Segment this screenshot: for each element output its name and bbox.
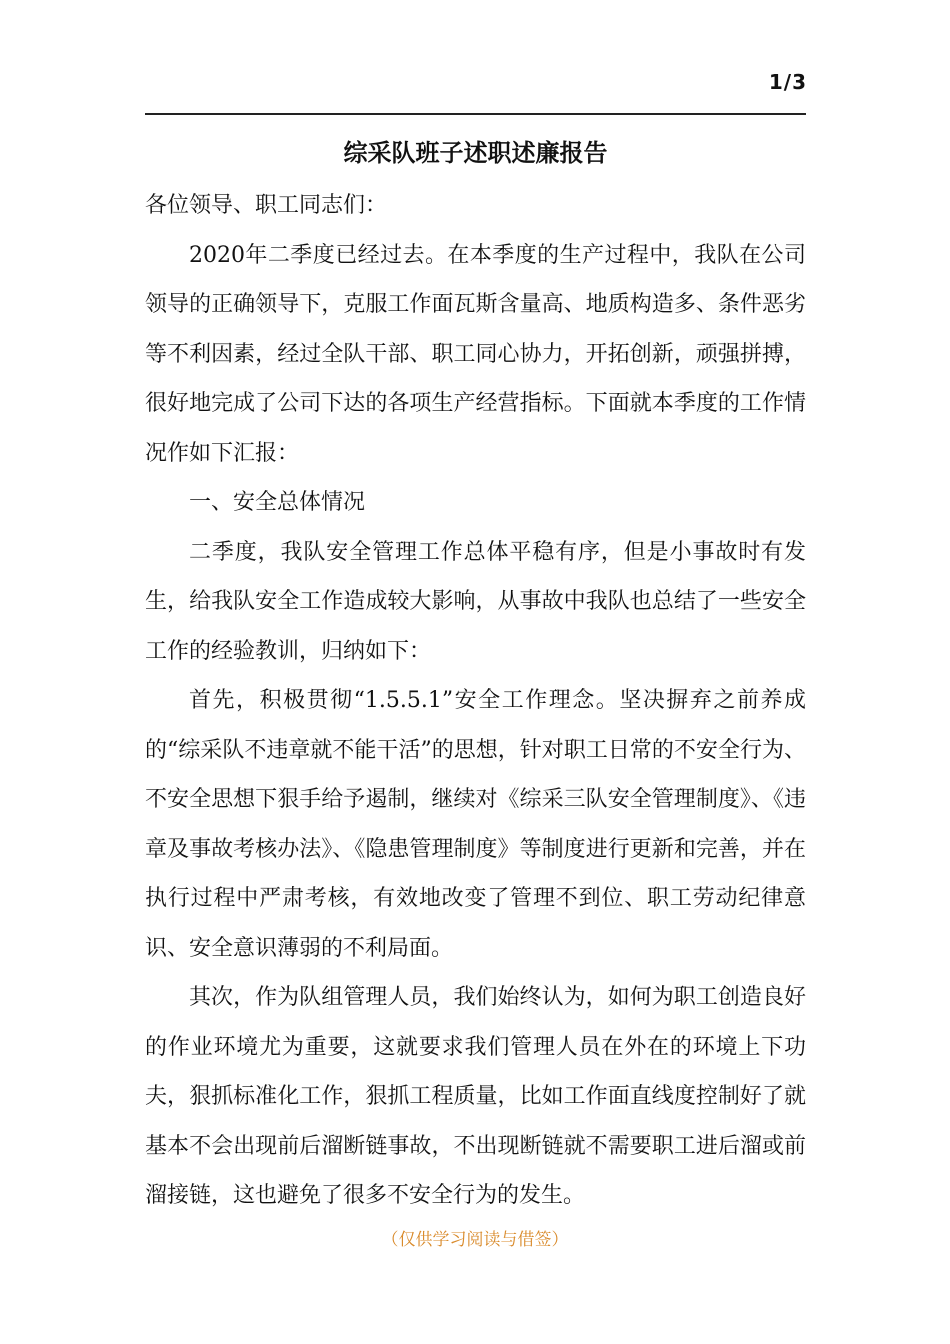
page-number: 1/3 [768,70,807,94]
header-divider [145,113,806,115]
paragraph-intro: 2020年二季度已经过去。在本季度的生产过程中，我队在公司领导的正确领导下，克服工作面瓦斯含量高、地质构造多、条件恶劣等不利因素，经过全队干部、职工同心协力，开拓创新，顽强拼搏，很好地完成了公司下达的各项生产经营指标。下面就本季度的工作情况作如下汇报： [145,242,806,466]
document-title: 综采队班子述职述廉报告 [343,138,608,167]
document-body [145,181,806,1221]
footer-disclaimer: （仅供学习阅读与借签） [381,1230,569,1250]
paragraph-second-point: 其次，作为队组管理人员，我们始终认为，如何为职工创造良好的作业环境尤为重要，这就要求我们管理人员在外在的环境上下功夫，狠抓标准化工作，狠抓工程质量，比如工作面直线度控制好了就基本不会出现前后溜断链事故，不出现断链就不需要职工进后溜或前溜接链，这也避免了很多不安全行为的发生。 [145,985,806,1208]
section-heading-safety: 一、安全总体情况 [189,490,366,515]
salutation: 各位领导、职工同志们： [145,193,388,218]
paragraph-first-point: 首先，积极贯彻“1.5.5.1”安全工作理念。坚决摒弃之前养成的“综采队不违章就不能干活”的思想，针对职工日常的不安全行为、不安全思想下狠手给予遏制，继续对《综采三队安全管理制度》、《违章及事故考核办法》、《隐患管理制度》等制度进行更新和完善，并在执行过程中严肃考核，有效地改变了管理不到位、职工劳动纪律意识、安全意识薄弱的不利局面。 [145,688,806,961]
paragraph-safety-overview: 二季度，我队安全管理工作总体平稳有序，但是小事故时有发生，给我队安全工作造成较大影响，从事故中我队也总结了一些安全工作的经验教训，归纳如下： [145,539,806,664]
